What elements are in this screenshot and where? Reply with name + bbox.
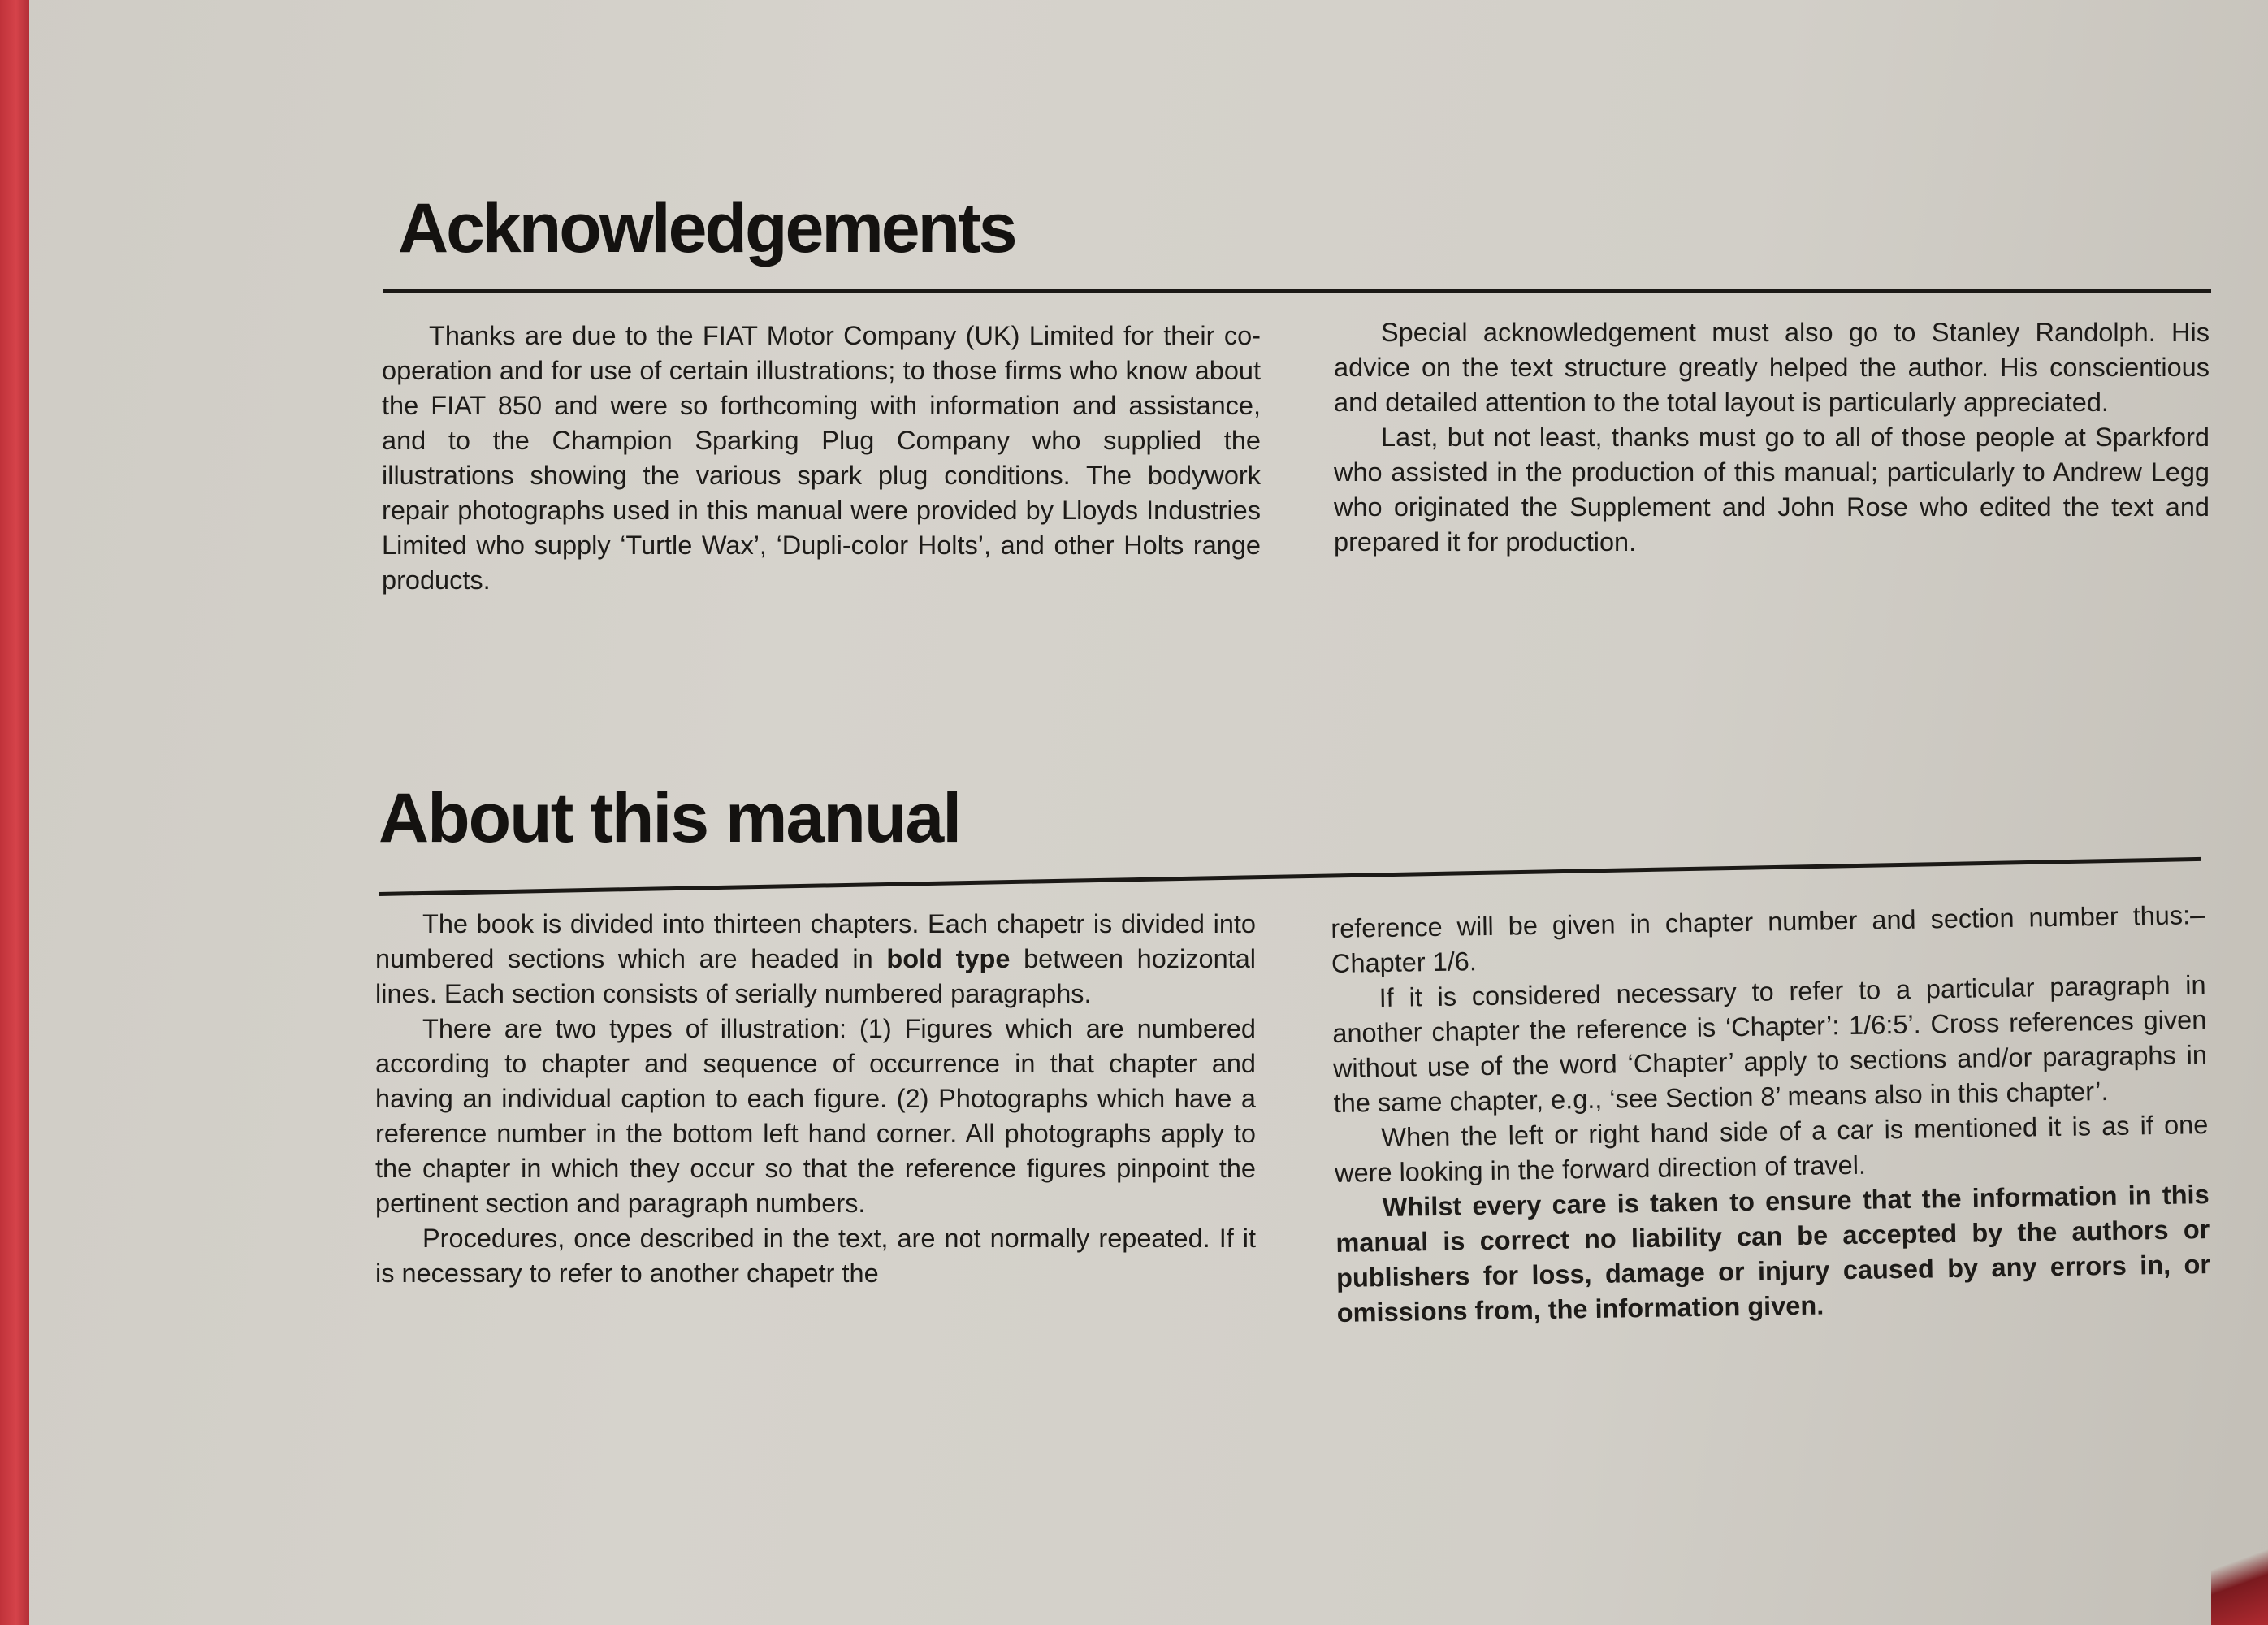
- about-paragraph-text: The book is divided into thirteen chapters. Each chapetr is divided into numbered sections which are headed in: [375, 909, 1256, 973]
- about-paragraph: There are two types of illustration: (1) Figures which are numbered according to chapter and sequence of occurrence in that chapter and having an individual caption to each figure. (2) Photographs which have a reference number in the bottom left hand corner. All photographs apply to the chapter in which they occur so that the reference figures pinpoint the pertinent section and paragraph numbers.: [375, 1014, 1256, 1218]
- about-left-column: [375, 907, 1256, 1291]
- acknowledgements-right-column: [1334, 315, 2210, 560]
- about-heading: About this manual: [379, 779, 961, 857]
- about-paragraph: When the left or right hand side of a car is mentioned it is as if one were looking in the forward direction of travel.: [1334, 1110, 2209, 1188]
- acknowledgements-heading: Acknowledgements: [398, 189, 1015, 267]
- about-paragraph: If it is considered necessary to refer to a particular paragraph in another chapter the reference is ‘Chapter’: 1/6:5’. Cross references given without use of the word ‘Chapter’ apply to sections and/or paragraphs in the same chapter, e.g., ‘see Section 8’ means also in this chapter’.: [1332, 970, 2208, 1118]
- about-paragraph-text: between hozizontal lines. Each section consists of serially numbered paragraphs.: [375, 944, 1256, 1008]
- acknowledgements-rule: [383, 289, 2211, 293]
- red-cover-edge: [0, 0, 29, 1625]
- about-disclaimer-paragraph: Whilst every care is taken to ensure that the information in this manual is correct no liability can be accepted by the authors or publishers for loss, damage or injury caused by any errors in, or omissions from, the information given.: [1335, 1180, 2211, 1328]
- about-paragraph: Procedures, once described in the text, are not normally repeated. If it is necessary to refer to another chapetr the: [375, 1224, 1256, 1288]
- about-rule: [379, 857, 2201, 896]
- acknowledgements-paragraph: Last, but not least, thanks must go to all of those people at Sparkford who assisted in the production of this manual; particularly to Andrew Legg who originated the Supplement and John Rose who edited the text and prepared it for production.: [1334, 422, 2210, 557]
- about-bold-text: bold type: [886, 944, 1011, 973]
- about-paragraph: [375, 907, 1256, 1012]
- about-right-column: [1331, 898, 2211, 1331]
- about-paragraph: reference will be given in chapter number and section number thus:– Chapter 1/6.: [1331, 900, 2205, 978]
- acknowledgements-left-column: [382, 318, 1261, 598]
- red-cover-corner: [2211, 1519, 2268, 1625]
- acknowledgements-paragraph: Special acknowledgement must also go to Stanley Randolph. His advice on the text structure greatly helped the author. His conscientious and detailed attention to the total layout is particularly appreciated.: [1334, 318, 2210, 417]
- acknowledgements-paragraph: Thanks are due to the FIAT Motor Company (UK) Limited for their co-operation and for use of certain illustrations; to those firms who know about the FIAT 850 and were so forthcoming with information and assistance, and to the Champion Sparking Plug Company who supplied the illustrations showing the various spark plug conditions. The bodywork repair photographs used in this manual were provided by Lloyds Industries Limited who supply ‘Turtle Wax’, ‘Dupli-color Holts’, and other Holts range products.: [382, 321, 1261, 595]
